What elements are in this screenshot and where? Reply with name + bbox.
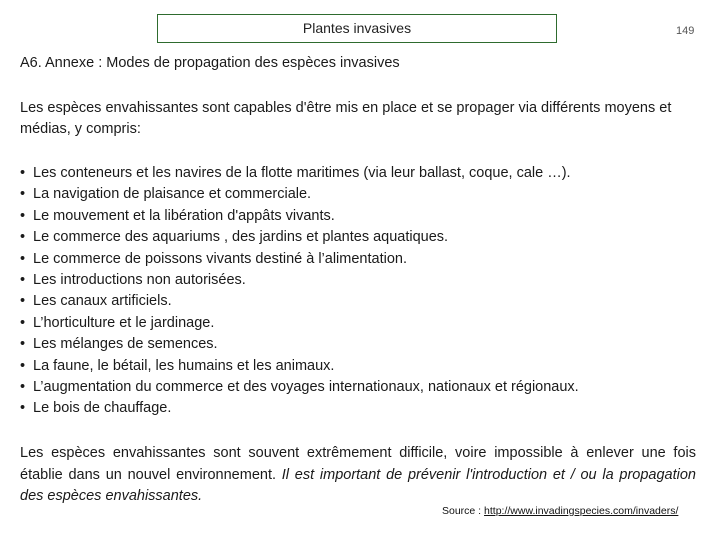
list-item-text: Le commerce de poissons vivants destiné à l’alimentation. xyxy=(33,250,407,267)
intro-paragraph: Les espèces envahissantes sont capables d'être mis en place et se propager via différents moyens et médias, y compris: xyxy=(20,100,672,137)
list-item-text: Les canaux artificiels. xyxy=(33,293,172,310)
bullet-icon: • xyxy=(20,379,26,396)
list-item xyxy=(20,398,579,419)
list-item-text: L’augmentation du commerce et des voyages internationaux, nationaux et régionaux. xyxy=(33,379,579,396)
conclusion-paragraph xyxy=(20,443,696,508)
list-item xyxy=(20,249,579,270)
list-item xyxy=(20,356,579,377)
bullet-icon: • xyxy=(20,293,26,310)
document-title: Plantes invasives xyxy=(302,20,412,36)
bullet-icon: • xyxy=(20,165,26,181)
list-item-text: Le bois de chauffage. xyxy=(33,400,172,417)
list-item xyxy=(20,206,579,227)
page-number: 149 xyxy=(676,25,695,37)
bullet-icon: • xyxy=(20,400,26,417)
list-item-text: Les mélanges de semences. xyxy=(33,336,218,353)
list-item xyxy=(20,184,579,205)
conclusion-text: Les espèces envahissantes sont souvent extrêmement difficile, voire impossible à enlever une fois établie dans un nouvel environnement. xyxy=(20,445,696,483)
list-item xyxy=(20,270,579,291)
source-link[interactable]: http://www.invadingspecies.com/invaders/ xyxy=(484,505,679,517)
bullet-icon: • xyxy=(20,250,26,267)
list-item xyxy=(20,313,579,334)
list-item-text: Le mouvement et la libération d'appâts vivants. xyxy=(33,207,335,224)
propagation-modes-list xyxy=(20,163,579,420)
list-item-text: Le commerce des aquariums , des jardins et plantes aquatiques. xyxy=(33,229,449,246)
list-item-text: L’horticulture et le jardinage. xyxy=(33,314,215,331)
bullet-icon: • xyxy=(20,272,26,289)
bullet-icon: • xyxy=(20,207,26,224)
list-item-text: Les introductions non autorisées. xyxy=(33,272,246,289)
list-item xyxy=(20,291,579,312)
conclusion-italic-text: Il est important de prévenir l'introduction et / ou la propagation des espèces envahissantes. xyxy=(20,466,696,505)
bullet-icon: • xyxy=(20,357,26,374)
source-citation xyxy=(442,505,678,517)
list-item xyxy=(20,163,579,184)
list-item-text: Les conteneurs et les navires de la flotte maritimes (via leur ballast, coque, cale …). xyxy=(33,165,571,181)
list-item xyxy=(20,227,579,248)
header-title-box xyxy=(157,14,557,43)
bullet-icon: • xyxy=(20,186,26,203)
source-label: Source : xyxy=(442,505,482,517)
list-item xyxy=(20,377,579,398)
bullet-icon: • xyxy=(20,314,26,331)
bullet-icon: • xyxy=(20,229,26,246)
list-item-text: La faune, le bétail, les humains et les animaux. xyxy=(33,357,335,374)
bullet-icon: • xyxy=(20,336,26,353)
list-item xyxy=(20,334,579,355)
list-item-text: La navigation de plaisance et commerciale. xyxy=(33,186,312,203)
section-heading: A6. Annexe : Modes de propagation des espèces invasives xyxy=(20,55,400,71)
